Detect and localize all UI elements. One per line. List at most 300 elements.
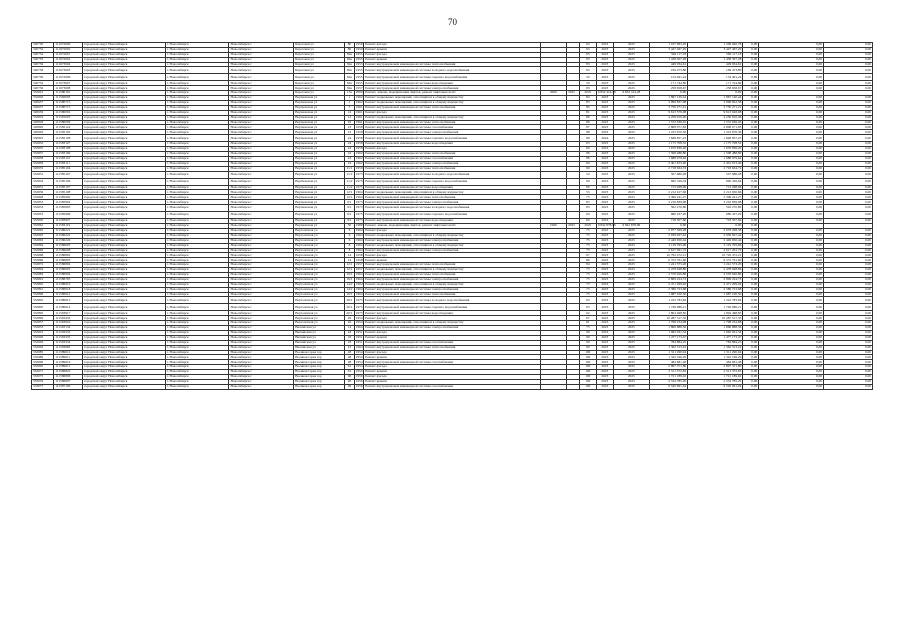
table-cell: Ремонт внутридомовой инженерной системы холодного водоснабжения [364,297,540,304]
table-cell: Новосибирск г [229,81,294,86]
table-cell: 0,00 [824,74,873,81]
table-cell: Военная горка тер [294,365,345,370]
table-cell: 89 [579,135,596,142]
table-cell: Новосибирск г [229,212,294,219]
table-cell: 2025 [613,311,649,316]
table-cell: 332835 [32,147,54,152]
table-cell: г. Новосибирск [165,212,229,219]
table-cell: 0,00 [759,147,824,152]
table-cell: Ремонт крыши [364,47,540,52]
table-cell: 100 [579,384,596,389]
table-cell: 111586221 [54,228,83,233]
table-cell: 85 [579,105,596,110]
table-cell: 1964 [355,189,363,194]
table-cell: городской округ Новосибирск [82,374,165,379]
table-cell: 0,00 [824,135,873,142]
table-cell: 320935 [32,166,54,171]
table-cell: 332837 [32,321,54,326]
table-cell: Новосибирск г [229,350,294,355]
table-cell: 1954 [355,320,363,325]
table-cell: Новосибирск г [229,195,294,200]
table-cell: городской округ Новосибирск [82,233,165,238]
table-cell: 332985 [32,350,54,355]
table-cell: городской округ Новосибирск [82,91,165,96]
table-cell: 332836 [32,190,54,195]
table-cell: Новосибирск г [229,374,294,379]
table-cell: 19/1 [346,277,353,282]
table-cell: 111582124 [54,125,83,130]
table-cell: 111673607 [54,81,83,86]
table-cell: Ремонт фасада [364,253,540,258]
table-cell: 0,00 [743,321,759,326]
table-cell: 332971 [32,370,54,375]
table-cell: 0,00 [743,101,759,106]
table-cell: 332905 [32,233,54,238]
table-cell: 0,00 [743,178,759,185]
table-cell: 2025 [613,110,649,115]
table-cell: Новосибирск г [229,205,294,212]
table-cell: Вертковская ул [294,219,345,224]
table-cell: 2 511 372,65 [649,370,687,375]
table-cell: 1955 [355,52,363,57]
table-cell: 0,00 [759,190,824,195]
table-cell: 111586803 [54,258,83,263]
table-cell: г. Новосибирск [165,374,229,379]
table-cell: 1975 [355,218,363,223]
table-cell: 1964 [355,237,363,242]
table-cell: 0,00 [824,272,873,277]
table-cell: 85 [579,101,596,106]
table-cell: городской округ Новосибирск [82,316,165,321]
table-cell: 111586910 [54,282,83,287]
table-cell: 2 978 208,38 [688,228,743,233]
table-cell: Новосибирск г [229,263,294,268]
table-cell: 1 721 189,02 [688,374,743,379]
table-cell: 0,00 [743,166,759,171]
table-cell: 0,00 [824,190,873,195]
table-cell: 100 [579,365,596,370]
table-cell: 111585107 [54,171,83,178]
table-cell: 48 [345,355,355,360]
table-cell: Вертковская ул [294,224,345,229]
table-cell: 48 [345,360,355,365]
table-cell: 1 676 836,20 [688,147,743,152]
table-cell: 0,00 [759,205,824,212]
table-cell: Вертковская ул [294,115,345,120]
table-cell: 65 [579,67,596,74]
table-cell: 0,00 [824,205,873,212]
table-cell: 2025 [567,224,580,229]
table-cell: 0,00 [743,142,759,147]
table-cell: городской округ Новосибирск [82,166,165,171]
table-cell: 0,00 [759,292,824,297]
table-cell: городской округ Новосибирск [82,152,165,157]
table-cell: 4 256 910,46 [649,115,687,120]
table-cell: Ремонт внутридомовой инженерной системы электроснабжения [364,287,540,292]
table-cell: 1 [345,96,355,101]
table-cell: 0,00 [743,57,759,62]
table-cell: 2023 [596,370,613,375]
table-cell: 30 [345,224,355,229]
table-cell: 111583109 [54,152,83,157]
table-cell: 2023 [596,355,613,360]
table-cell: 332902 [32,96,54,101]
table-cell: г. Новосибирск [165,135,229,142]
table-cell: 0,00 [824,166,873,171]
table-cell: 111582003 [54,96,83,101]
table-cell: Новосибирск г [229,379,294,384]
table-cell: 111593433 [54,316,83,321]
table-cell: 332868 [32,253,54,258]
table-cell: городской округ Новосибирск [82,287,165,292]
table-cell: г. Новосибирск [165,365,229,370]
table-cell: 100 [579,355,596,360]
table-cell: г. Новосибирск [165,228,229,233]
table-cell: 332864 [32,243,54,248]
table-cell: 258 658,67 [688,86,743,91]
table-cell: 10 792 472,21 [688,253,743,258]
table-cell: Новосибирск г [229,120,294,125]
table-cell: 1 962 931,34 [688,330,743,335]
table-cell: 1964 [355,291,363,296]
table-cell: городской округ Новосибирск [82,326,165,331]
table-cell: г. Новосибирск [165,43,229,48]
table-cell: 0,00 [824,219,873,224]
table-cell: 2023 [596,125,613,130]
table-cell: г. Новосибирск [165,205,229,212]
table-cell: 12 [345,115,355,120]
table-cell: 332926 [32,340,54,345]
table-cell: 2025 [613,195,649,200]
table-cell: Ремонт внутридомовой инженерной системы холодного водоснабжения [364,171,540,178]
table-cell: 0,00 [649,91,687,96]
table-cell: городской округ Новосибирск [82,205,165,212]
table-cell: Военная горка тер [294,374,345,379]
table-cell: 333076 [32,379,54,384]
table-cell: 61 [345,365,355,370]
table-cell: 0,00 [743,62,759,67]
table-cell: 1 438 307,28 [649,57,687,62]
table-cell: Новосибирск г [229,190,294,195]
table-cell: 0,00 [759,330,824,335]
table-cell: 2 617 261,72 [649,248,687,253]
table-cell: Ремонт внутридомовой инженерной системы газоснабжения [364,156,540,161]
table-cell: 2025 [613,321,649,326]
table-cell: 1962 [355,156,363,161]
table-cell: г. Новосибирск [165,130,229,135]
table-cell: 0,00 [743,224,759,229]
table-cell: 2023 [596,379,613,384]
table-cell: 0,00 [743,47,759,52]
table-cell: 0,00 [824,379,873,384]
table-cell [567,171,580,178]
table-cell: 2 511 372,65 [688,370,743,375]
table-cell: 111672602 [54,57,83,62]
table-cell: 2 718 634,72 [688,166,743,171]
table-cell: 8 [345,243,355,248]
table-cell [540,297,567,304]
table-cell: 1964 [355,286,363,291]
table-cell: Вертковская ул [294,156,345,161]
table-cell: 332831 [32,185,54,190]
table-cell: 2023 [596,272,613,277]
table-cell: 0,00 [743,360,759,365]
table-cell: 2025 [613,345,649,350]
table-cell: 111593682 [54,345,83,350]
table-cell: 6 832 414,28 [597,90,616,95]
table-cell: Вертковская ул [294,185,345,190]
table-cell: 99 [579,335,596,340]
table-cell: 1951 [355,335,363,340]
table-cell: 0,00 [759,130,824,135]
table-cell: 2023 [596,297,613,304]
table-cell: 1958 [355,124,363,129]
table-cell: 1 721 189,02 [649,374,687,379]
table-cell: 0,00 [824,330,873,335]
table-cell: 1975 [354,212,364,219]
table-cell: Вертолетная ул [294,304,345,311]
table-cell: городской округ Новосибирск [82,360,165,365]
table-cell: 2025 [613,374,649,379]
table-cell: 0,00 [824,304,873,311]
table-cell: городской округ Новосибирск [82,272,165,277]
table-cell: 61 [345,370,355,375]
table-cell: 50 [579,81,596,86]
table-cell: 2023 [596,200,613,205]
table-cell: г. Новосибирск [165,105,229,110]
table-cell: 111593434 [54,340,83,345]
table-cell: 0,00 [824,67,873,74]
table-cell: 1954 [355,354,363,359]
table-cell: Новосибирск г [229,105,294,110]
table-cell: 0,00 [824,297,873,304]
table-cell: г. Новосибирск [165,258,229,263]
table-cell: г. Новосибирск [165,360,229,365]
table-cell: 1 688 979,64 [688,156,743,161]
table-cell: 2023 [596,152,613,157]
table-cell: 1 866 888,56 [649,326,687,331]
table-cell: 332865 [32,228,54,233]
table-cell: 2 808 071,83 [688,125,743,130]
table-cell: 0,00 [743,365,759,370]
table-cell: 75 [579,287,596,292]
table-cell: 1 223 670,36 [649,130,687,135]
table-cell: 1955 [355,80,363,85]
table-cell: 0,00 [743,81,759,86]
table-cell: г. Новосибирск [165,67,229,74]
table-cell: 2023 [596,287,613,292]
table-cell: Ремонт внутридомовой инженерной системы горячего водоснабжения [364,178,540,185]
table-cell: 0,00 [743,212,759,219]
table-body [32,43,873,390]
table-cell: 2023 [596,110,613,115]
table-cell: 0,00 [743,52,759,57]
table-cell: 2025 [613,130,649,135]
table-cell: Вертковская ул [294,212,345,219]
table-cell: 0,00 [743,350,759,355]
table-cell: Новосибирск г [229,316,294,321]
table-cell: 9 613 579,08 [649,110,687,115]
table-cell: городской округ Новосибирск [82,219,165,224]
table-cell: 100 [579,350,596,355]
table-cell: Новосибирск г [229,228,294,233]
table-cell: 0,00 [759,120,824,125]
table-cell: 320755 [32,57,54,62]
table-cell: Ремонт фасада [364,43,540,48]
table-cell: 332861 [32,224,54,229]
table-cell: 4 256 910,46 [688,115,743,120]
table-cell: 12/1 [346,262,353,267]
table-cell: городской округ Новосибирск [82,47,165,52]
table-cell: 0,00 [759,282,824,287]
table-cell: 0,00 [743,304,759,311]
table-cell: Новосибирск г [229,253,294,258]
table-cell: Вертковская ул [294,130,345,135]
table-cell: 0,00 [743,200,759,205]
table-cell [567,205,580,212]
table-cell: г. Новосибирск [165,277,229,282]
table-cell: г. Новосибирск [165,101,229,106]
table-cell: 111586903 [54,268,83,273]
table-cell: 23 [345,125,355,130]
table-cell: 0,00 [759,228,824,233]
table-cell: 14 [345,326,355,331]
table-cell: Ремонт внутридомовой инженерной системы электроснабжения [364,248,540,253]
table-cell: 9/1 [345,219,355,224]
table-cell: 332831 [32,171,54,178]
table-cell: 0,00 [743,326,759,331]
table-cell: 2023 [596,311,613,316]
table-cell: 0,00 [743,195,759,200]
table-cell: 24 [345,152,355,157]
table-cell: 1956 [355,374,363,379]
table-cell [540,171,567,178]
table-cell: 332837 [32,152,54,157]
table-cell: городской округ Новосибирск [82,57,165,62]
table-cell: 0,00 [824,316,873,321]
table-cell: 75 [579,282,596,287]
table-cell: городской округ Новосибирск [82,105,165,110]
table-cell: городской округ Новосибирск [82,115,165,120]
table-cell: 111586804 [54,263,83,268]
table-cell: 0,00 [743,277,759,282]
table-cell: городской округ Новосибирск [82,86,165,91]
table-cell: 3 396 241,27 [649,195,687,200]
table-cell [540,74,567,81]
table-cell: 23 [345,130,355,135]
table-cell: 2025 [613,74,649,81]
table-cell: Новосибирск г [229,62,294,67]
table-cell: 2025 [613,228,649,233]
table-cell: 0,00 [759,297,824,304]
table-cell: 100 [579,374,596,379]
table-cell: 2025 [613,166,649,171]
table-cell: 1964 [355,194,363,199]
table-cell: 75 [579,228,596,233]
table-cell: 1 222 783,84 [688,297,743,304]
table-cell: 2 449 650,44 [688,238,743,243]
table-cell: 0,00 [759,156,824,161]
table-cell: Ремонт фасада [364,374,540,379]
table-cell: Военная горка тер [294,379,345,384]
table-cell: 0,00 [824,62,873,67]
table-cell: 0,00 [759,67,824,74]
table-cell: 0,00 [759,110,824,115]
table-cell: 2025 [613,105,649,110]
table-cell: 332899 [32,316,54,321]
table-cell: 0,00 [824,120,873,125]
table-row [32,384,873,389]
table-cell: 718 507,60 [649,219,687,224]
table-cell: 332838 [32,156,54,161]
table-cell: г. Новосибирск [165,355,229,360]
table-cell: 111589619 [54,360,83,365]
table-cell: 507 686,28 [649,171,687,178]
table-cell: 1 175 708,52 [649,142,687,147]
table-cell: 320759 [32,74,54,81]
table-cell: Вертолетная ул [294,277,345,282]
table-cell: 96 [345,379,355,384]
table-cell: 2023 [596,205,613,212]
table-cell: 83 [579,62,596,67]
table-cell: 0,00 [743,287,759,292]
table-cell: городской округ Новосибирск [82,130,165,135]
table-cell: 2023 [596,316,613,321]
table-cell: 0,00 [824,248,873,253]
table-cell: 12 [345,110,355,115]
table-cell: 330825 [32,135,54,142]
table-cell: 86 [579,258,596,263]
table-cell: 111589611 [54,355,83,360]
table-cell: 2023 [596,120,613,125]
table-cell: г. Новосибирск [165,263,229,268]
table-cell: 0,00 [824,258,873,263]
table-cell: 2023 [596,96,613,101]
table-cell: Вилюйская ул [294,345,345,350]
table-cell: 320750 [32,43,54,48]
table-cell: городской округ Новосибирск [82,190,165,195]
table-cell: 332902 [32,345,54,350]
table-cell: городской округ Новосибирск [82,101,165,106]
table-cell: 5 [345,105,355,110]
table-cell: 3 119 795,96 [688,243,743,248]
table-cell: 0,00 [759,321,824,326]
table-cell: г. Новосибирск [165,326,229,331]
table-cell: Вертковская ул [294,120,345,125]
table-cell: 60 [579,185,596,190]
table-cell: Ремонт внутридомовой инженерной системы водоотведения [364,142,540,147]
table-cell: 332923 [32,330,54,335]
table-cell: Новосибирск г [229,365,294,370]
table-cell: 1951 [355,339,363,344]
table-cell: 0,00 [824,142,873,147]
table-cell: Вертковская ул [294,178,345,185]
table-cell: 1989 [355,223,363,228]
table-cell: 3 750 271,21 [649,105,687,110]
table-cell: Ремонт фасада [364,147,540,152]
table-cell: 1975 [354,304,364,311]
table-cell: 2023 [596,142,613,147]
table-cell: Ремонт внутридомовой инженерной системы горячего водоснабжения [364,304,540,311]
table-cell: 2024 [596,135,613,142]
table-cell: городской округ Новосибирск [82,379,165,384]
table-cell: Ремонт внутридомовой инженерной системы теплоснабжения [364,195,540,200]
table-cell: Ремонт фасада [364,316,540,321]
table-cell: 111580715 [54,105,83,110]
table-cell: 0,00 [824,57,873,62]
table-cell: 2025 [613,365,649,370]
table-cell: 2023 [596,374,613,379]
